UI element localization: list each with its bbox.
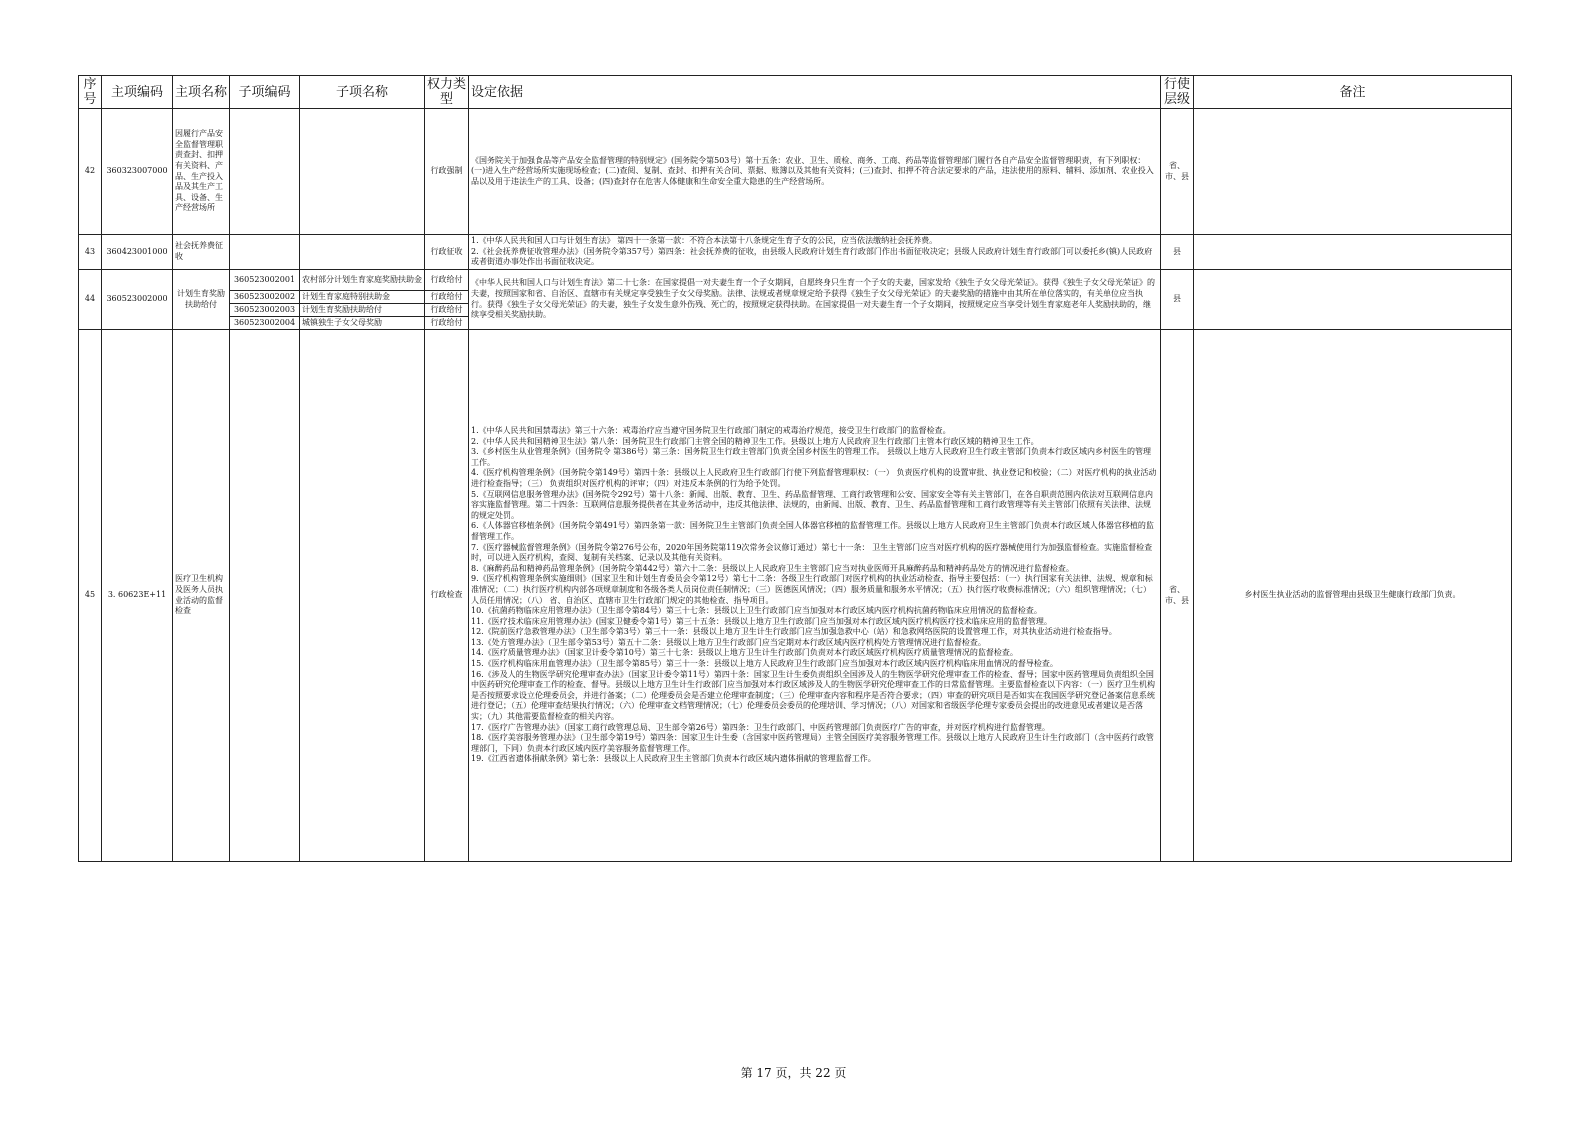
sub-power-type: 行政给付 (425, 317, 469, 330)
row-seq: 42 (79, 109, 102, 235)
sub-power-type: 行政给付 (425, 291, 469, 304)
basis-line: 17.《医疗广告管理办法》（国家工商行政管理总局、卫生部令第26号）第四条：卫生行政部门、中医药管理部门负责医疗广告的审查，并对医疗机构进行监督管理。 (471, 722, 1050, 732)
sub-name: 农村部分计划生育家庭奖励扶助金 (300, 270, 425, 291)
basis-line: 1.《中华人民共和国人口与计划生育法》 第四十一条第一款：不符合本法第十八条规定生育子女的公民，应当依法缴纳社会抚养费。 (471, 236, 938, 246)
sub-power-type: 行政给付 (425, 270, 469, 291)
row-sub-code (230, 235, 300, 270)
basis-line: 18.《医疗美容服务管理办法》（卫生部令第19号）第四条：国家卫生计生委（含国家中医药管理局）主管全国医疗美容服务管理工作。县级以上地方人民政府卫生计生行政部门（含中医药行政管理部门，下同）负责本行政区域内医疗美容服务监督管理工作。 (471, 733, 1154, 753)
basis-line: 6.《人体器官移植条例》（国务院令第491号）第四条第一款：国务院卫生主管部门负责全国人体器官移植的监督管理工作。县级以上地方人民政府卫生主管部门负责本行政区域人体器官移植的监督管理工作。 (471, 521, 1154, 541)
row-remark (1194, 235, 1512, 270)
table-row (79, 330, 1512, 862)
table-row (79, 270, 1512, 291)
header-level: 行使层级 (1161, 76, 1194, 109)
basis-line: 5.《互联网信息服务管理办法》(国务院令292号）第十八条：新闻、出版、教育、卫生、药品监督管理、工商行政管理和公安、国家安全等有关主管部门，在各自职责范围内依法对互联网信息内容实施监督管理。第二十四条：互联网信息服务提供者在其业务活动中，违反其他法律、法规的，由新闻、出版、教育、卫生、药品监督管理和工商行政管理等有关主管部门依照有关法律、法规的规定处罚。 (471, 489, 1154, 520)
header-power-type: 权力类型 (425, 76, 469, 109)
row-sub-name (300, 109, 425, 235)
row-level: 省、市、县 (1161, 109, 1194, 235)
row-remark (1194, 270, 1512, 330)
header-row (79, 76, 1512, 109)
row-remark (1194, 109, 1512, 235)
power-list-table (78, 75, 1512, 862)
basis-line: 15.《医疗机构临床用血管理办法》（卫生部令第85号）第三十一条：县级以上地方人民政府卫生行政部门应当加强对本行政区域内医疗机构临床用血情况的督导检查。 (471, 659, 1058, 669)
row-main-code: 360423001000 (102, 235, 173, 270)
row-seq: 43 (79, 235, 102, 270)
sub-code: 360523002001 (230, 270, 300, 291)
row-level: 县 (1161, 235, 1194, 270)
sub-name: 计划生育奖励扶助给付 (300, 304, 425, 317)
sub-code: 360523002004 (230, 317, 300, 330)
row-sub-name (300, 330, 425, 862)
row-level: 县 (1161, 270, 1194, 330)
basis-line: 12.《院前医疗急救管理办法》（卫生部令第3号）第三十一条：县级以上地方卫生计生行政部门应当加强急救中心（站）和急救网络医院的设置管理工作，对其执业活动进行检查指导。 (471, 627, 1117, 637)
table-row (79, 109, 1512, 235)
row-seq: 44 (79, 270, 102, 330)
row-sub-name (300, 235, 425, 270)
row-sub-code (230, 109, 300, 235)
basis-line: 19.《江西省遗体捐献条例》第七条：县级以上人民政府卫生主管部门负责本行政区域内遗体捐献的管理监督工作。 (471, 754, 876, 764)
sub-power-type: 行政给付 (425, 304, 469, 317)
row-main-code: 360323007000 (102, 109, 173, 235)
basis-line: 14.《医疗质量管理办法》（国家卫计委令第10号）第三十七条：县级以上地方卫生计生行政部门负责对本行政区域医疗机构医疗质量管理情况的监督检查。 (471, 648, 1018, 658)
basis-line: 2.《中华人民共和国精神卫生法》第八条：国务院卫生行政部门主管全国的精神卫生工作。县级以上地方人民政府卫生行政部门主管本行政区域的精神卫生工作。 (471, 436, 1039, 446)
basis-line: 4.《医疗机构管理条例》（国务院令第149号）第四十条：县级以上人民政府卫生行政部门行使下列监督管理职权：（一） 负责医疗机构的设置审批、执业登记和校验；（二）对医疗机构的执业活动进行检查指导；（三） 负责组织对医疗机构的评审；（四）对违反本条例的行为给予处罚。 (471, 468, 1157, 488)
row-sub-code (230, 330, 300, 862)
basis-line: 3.《乡村医生从业管理条例》（国务院令 第386号）第三条：国务院卫生行政主管部门负责全国乡村医生的管理工作。 县级以上地方人民政府卫生行政主管部门负责本行政区域内乡村医生的管理工作。 (471, 447, 1151, 467)
basis-line: 1.《中华人民共和国禁毒法》第三十六条：戒毒治疗应当遵守国务院卫生行政部门制定的戒毒治疗规范，接受卫生行政部门的监督检查。 (471, 426, 951, 435)
table-row (79, 235, 1512, 270)
sub-code: 360523002002 (230, 291, 300, 304)
header-remark: 备注 (1194, 76, 1512, 109)
row-basis: 《中华人民共和国人口与计划生育法》第二十七条：在国家提倡一对夫妻生育一个子女期间，自愿终身只生育一个子女的夫妻，国家发给《独生子女父母光荣证》。获得《独生子女父母光荣证》的夫妻，按照国家和省、自治区、直辖市有关规定享受独生子女父母奖励。法律、法规或者规章规定给予获得《独生子女父母光荣证》的夫妻奖励的措施中由其所在单位落实的，有关单位应当执行。获得《独生子女父母光荣证》的夫妻，独生子女发生意外伤残、死亡的，按照规定获得扶助。在国家提倡一对夫妻生育一个子女期间，按照规定应当享受计划生育家庭老年人奖励扶助的，继续享受相关奖励扶助。 (469, 270, 1161, 330)
basis-line: 11.《医疗技术临床应用管理办法》(国家卫健委令第1号）第三十五条：县级以上地方卫生行政部门应当加强对本行政区域内医疗机构医疗技术临床应用的监督管理。 (471, 616, 1052, 626)
header-main-name: 主项名称 (173, 76, 230, 109)
sub-name: 城镇独生子女父母奖励 (300, 317, 425, 330)
row-main-name: 计划生育奖励扶助给付 (173, 270, 230, 330)
basis-line: 8.《麻醉药品和精神药品管理条例》（国务院令第442号）第六十二条：县级以上人民政府卫生主管部门应当对执业医师开具麻醉药品和精神药品处方的情况进行监督检查。 (471, 563, 1074, 573)
header-basis: 设定依据 (469, 76, 1161, 109)
basis-line: 16.《涉及人的生物医学研究伦理审查办法》（国家卫计委令第11号）第四十条：国家卫生计生委负责组织全国涉及人的生物医学研究伦理审查工作的检查、督导；国家中医药管理局负责组织全国中医药研究伦理审查工作的检查、督导。县级以上地方卫生计生行政部门应当加强对本行政区域涉及人的生物医学研究伦理审查工作的日常监督管理。主要监督检查以下内容：（一）医疗卫生机构是否按照要求设立伦理委员会，并进行备案；（二）伦理委员会是否建立伦理审查制度；（三）伦理审查内容和程序是否符合要求；（四）审查的研究项目是否如实在我国医学研究登记备案信息系统进行登记；（五）伦理审查结果执行情况；（六）伦理审查文档管理情况；（七）伦理委员会委员的伦理培训、学习情况；（八）对国家和省级医学伦理专家委员会提出的改进意见或者建议是否落实；（九）其他需要监督检查的相关内容。 (471, 669, 1155, 722)
row-power-type: 行政检查 (425, 330, 469, 862)
row-seq: 45 (79, 330, 102, 862)
header-seq: 序号 (79, 76, 102, 109)
row-main-name: 因履行产品安全监督管理职责查封、扣押有关资料、产品、生产投入品及其生产工具、设备、生产经营场所 (173, 109, 230, 235)
row-main-name: 医疗卫生机构及医务人员执业活动的监督检查 (173, 330, 230, 862)
basis-line: 9.《医疗机构管理条例实施细则》（国家卫生和计划生育委员会令第12号）第七十二条：各级卫生行政部门对医疗机构的执业活动检查、指导主要包括：（一）执行国家有关法律、法规、规章和标准情况；（二）执行医疗机构内部各项规章制度和各级各类人员岗位责任制情况；（三）医德医风情况；（四）服务质量和服务水平情况；（五）执行医疗收费标准情况；（六）组织管理情况；（七） 人员任用情况；（八） 省、自治区、直辖市卫生行政部门规定的其他检查、指导项目。 (471, 574, 1153, 605)
row-remark: 乡村医生执业活动的监督管理由县级卫生健康行政部门负责。 (1194, 330, 1512, 862)
basis-line: 2.《社会抚养费征收管理办法》（国务院令第357号）第四条：社会抚养费的征收，由县级人民政府计划生育行政部门作出书面征收决定；县级人民政府计划生育行政部门可以委托乡(镇)人民政府或者街道办事处作出书面征收决定。 (471, 246, 1153, 267)
header-sub-code: 子项编码 (230, 76, 300, 109)
page-footer: 第 17 页，共 22 页 (740, 1066, 847, 1080)
row-power-type: 行政强制 (425, 109, 469, 235)
basis-line: 13.《处方管理办法》（卫生部令第53号）第五十二条：县级以上地方卫生行政部门应当定期对本行政区域内医疗机构处方管理情况进行监督检查。 (471, 637, 986, 647)
basis-line: 10.《抗菌药物临床应用管理办法》（卫生部令第84号）第三十七条：县级以上卫生行政部门应当加强对本行政区域内医疗机构抗菌药物临床应用情况的监督检查。 (471, 606, 1042, 616)
row-basis: 《国务院关于加强食品等产品安全监督管理的特别规定》(国务院令第503号）第十五条：农业、卫生、质检、商务、工商、药品等监督管理部门履行各自产品安全监督管理职责，有下列职权：(一)进入生产经营场所实施现场检查；(二)查阅、复制、查封、扣押有关合同、票据、账簿以及其他有关资料；(三)查封、扣押不符合法定要求的产品，违法使用的原料、辅料、添加剂、农业投入品以及用于违法生产的工具、设备；(四)查封存在危害人体健康和生命安全重大隐患的生产经营场所。 (469, 109, 1161, 235)
row-main-name: 社会抚养费征收 (173, 235, 230, 270)
sub-code: 360523002003 (230, 304, 300, 317)
row-main-code: 3. 60623E+11 (102, 330, 173, 862)
row-power-type: 行政征收 (425, 235, 469, 270)
sub-name: 计划生育家庭特别扶助金 (300, 291, 425, 304)
row-basis (469, 235, 1161, 270)
header-sub-name: 子项名称 (300, 76, 425, 109)
row-main-code: 360523002000 (102, 270, 173, 330)
header-main-code: 主项编码 (102, 76, 173, 109)
row-basis (469, 330, 1161, 862)
row-level: 省、市、县 (1161, 330, 1194, 862)
basis-line: 7.《医疗器械监督管理条例》（国务院令第276号公布，2020年国务院第119次常务会议修订通过）第七十一条： 卫生主管部门应当对医疗机构的医疗器械使用行为加强监督检查。实施监督检查时，可以进入医疗机构，查阅、复制有关档案、记录以及其他有关资料。 (471, 542, 1153, 563)
